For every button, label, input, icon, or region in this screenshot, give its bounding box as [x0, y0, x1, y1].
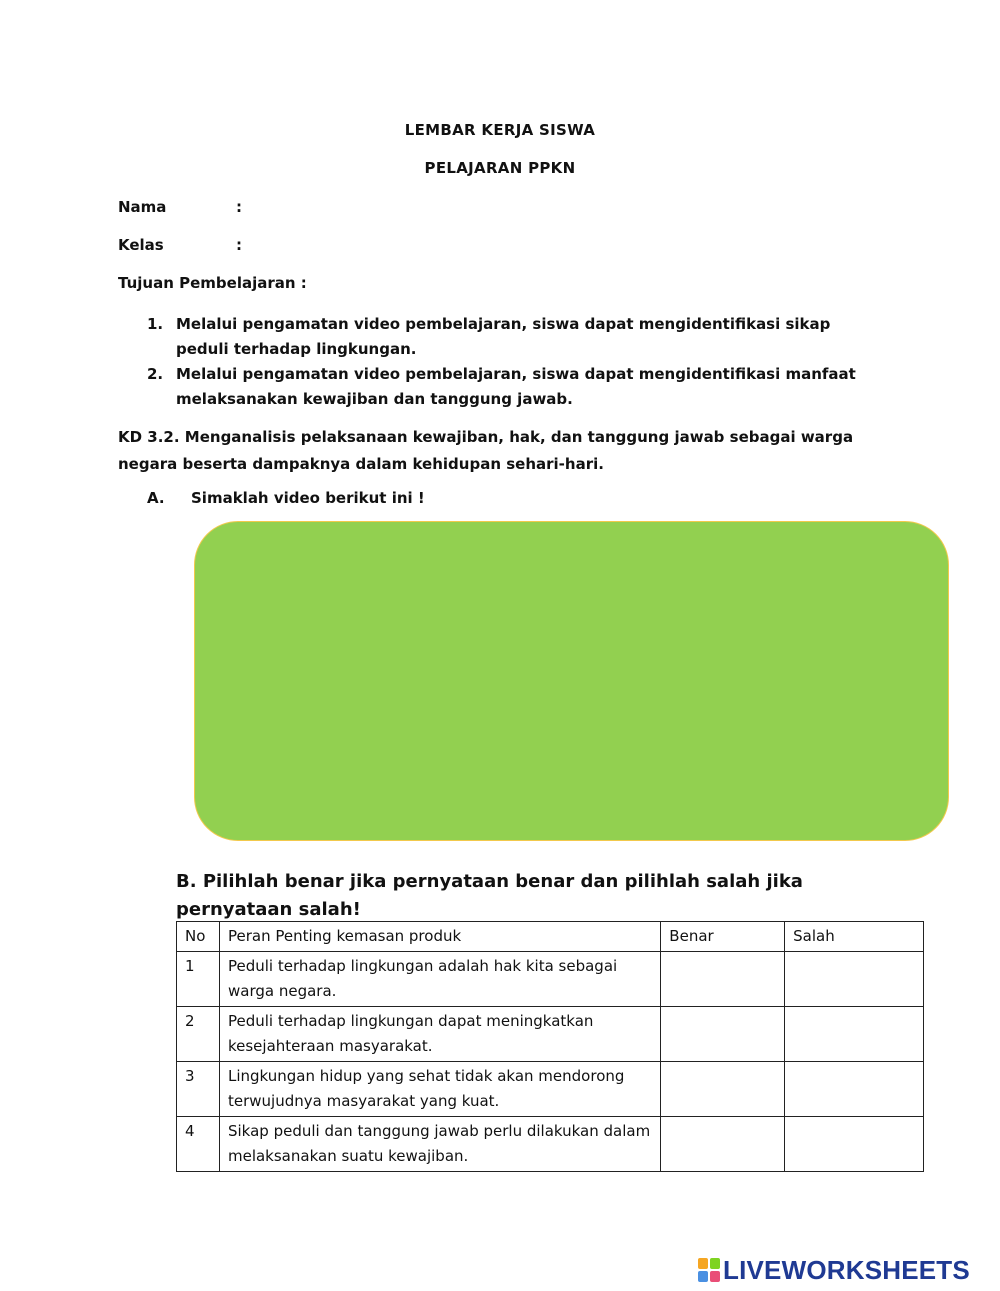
kelas-colon: :: [236, 236, 242, 254]
table-row: [177, 1062, 924, 1117]
row-number: 4: [177, 1117, 220, 1172]
benar-answer-cell[interactable]: [661, 1062, 785, 1117]
objective-text: Melalui pengamatan video pembelajaran, siswa dapat mengidentifikasi manfaat melaksanakan kewajiban dan tanggung jawab.: [176, 365, 856, 408]
row-statement: Lingkungan hidup yang sehat tidak akan mendorong terwujudnya masyarakat yang kuat.: [219, 1062, 660, 1117]
benar-answer-cell[interactable]: [661, 1117, 785, 1172]
table-row: [177, 952, 924, 1007]
benar-answer-cell[interactable]: [661, 952, 785, 1007]
row-number: 3: [177, 1062, 220, 1117]
objective-item: [147, 312, 867, 362]
kelas-label: Kelas: [118, 236, 164, 254]
objective-text: Melalui pengamatan video pembelajaran, siswa dapat mengidentifikasi sikap peduli terhadap lingkungan.: [176, 315, 831, 358]
logo-square: [698, 1271, 708, 1282]
objective-number: 2.: [147, 365, 164, 383]
video-placeholder[interactable]: [194, 521, 949, 841]
nama-label: Nama: [118, 198, 167, 216]
table-row: [177, 1117, 924, 1172]
logo-square: [710, 1258, 720, 1269]
table-header-row: [177, 922, 924, 952]
row-statement: Peduli terhadap lingkungan adalah hak kita sebagai warga negara.: [219, 952, 660, 1007]
row-number: 1: [177, 952, 220, 1007]
liveworksheets-logo-icon: [698, 1258, 720, 1282]
salah-answer-cell[interactable]: [785, 1062, 924, 1117]
section-a-heading: [147, 489, 425, 507]
logo-square: [710, 1271, 720, 1282]
nama-colon: :: [236, 198, 242, 216]
salah-answer-cell[interactable]: [785, 1117, 924, 1172]
objective-number: 1.: [147, 315, 164, 333]
liveworksheets-logo[interactable]: [698, 1256, 970, 1284]
page-title: LEMBAR KERJA SISWA: [404, 121, 596, 139]
row-statement: Peduli terhadap lingkungan dapat meningkatkan kesejahteraan masyarakat.: [219, 1007, 660, 1062]
section-a-letter: A.: [147, 489, 165, 507]
section-a-text: Simaklah video berikut ini !: [191, 489, 425, 507]
header-benar: Benar: [661, 922, 785, 952]
benar-answer-cell[interactable]: [661, 1007, 785, 1062]
objectives-list: [147, 312, 867, 412]
kelas-field: [118, 236, 242, 254]
header-no: No: [177, 922, 220, 952]
header-salah: Salah: [785, 922, 924, 952]
true-false-table: [176, 921, 924, 1172]
section-b-instruction: B. Pilihlah benar jika pernyataan benar dan pilihlah salah jika pernyataan salah!: [176, 871, 803, 920]
objective-item: [147, 362, 867, 412]
logo-square: [698, 1258, 708, 1269]
tujuan-label: Tujuan Pembelajaran :: [118, 274, 307, 292]
table-row: [177, 1007, 924, 1062]
page-subtitle: PELAJARAN PPKN: [424, 159, 576, 177]
row-statement: Sikap peduli dan tanggung jawab perlu dilakukan dalam melaksanakan suatu kewajiban.: [219, 1117, 660, 1172]
row-number: 2: [177, 1007, 220, 1062]
kd-statement: KD 3.2. Menganalisis pelaksanaan kewajiban, hak, dan tanggung jawab sebagai warga negara beserta dampaknya dalam kehidupan sehari-hari.: [118, 428, 854, 473]
nama-field: [118, 198, 242, 216]
salah-answer-cell[interactable]: [785, 1007, 924, 1062]
salah-answer-cell[interactable]: [785, 952, 924, 1007]
logo-text: LIVEWORKSHEETS: [723, 1254, 970, 1285]
header-statement: Peran Penting kemasan produk: [219, 922, 660, 952]
